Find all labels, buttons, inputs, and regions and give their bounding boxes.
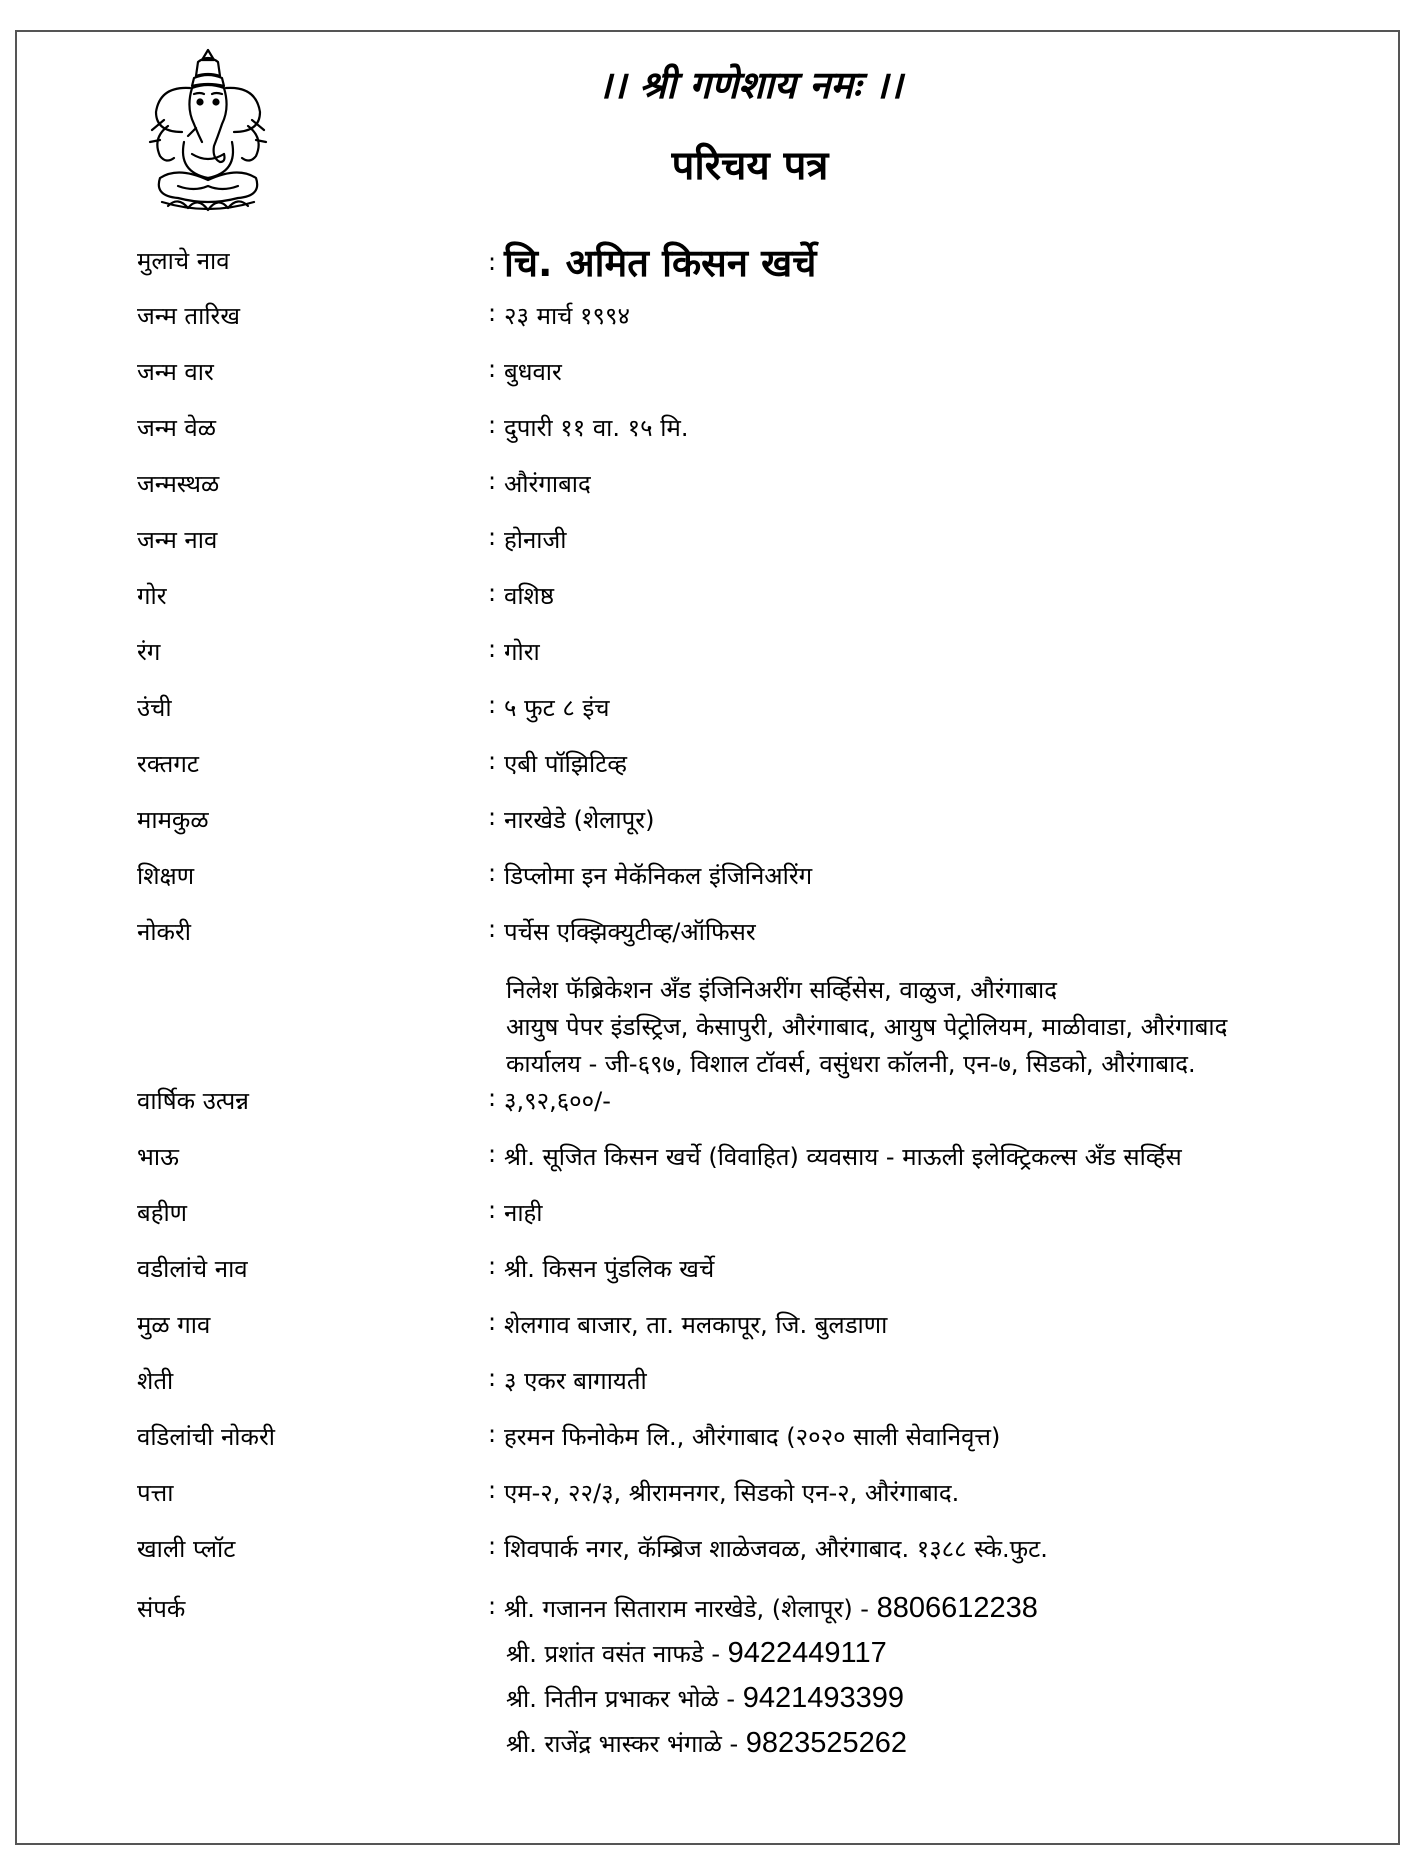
detail-value: श्री. सूजित किसन खर्चे (विवाहित) व्यवसाय - माऊली इलेक्ट्रिकल्स अँड सर्व्हिस — [504, 1143, 1182, 1171]
separator: : — [488, 1532, 497, 1560]
detail-label: जन्मस्थळ — [137, 470, 220, 498]
detail-value: एबी पॉझिटिव्ह — [504, 750, 628, 778]
detail-row — [0, 467, 1418, 507]
detail-value: नाही — [504, 1199, 543, 1227]
contact-name: श्री. नितीन प्रभाकर भोळे - — [506, 1685, 743, 1713]
separator: : — [488, 1476, 497, 1504]
detail-row — [0, 1420, 1418, 1460]
detail-label: रंग — [137, 638, 161, 666]
detail-label: जन्म वार — [137, 358, 214, 386]
detail-row — [0, 1252, 1418, 1292]
detail-row — [0, 747, 1418, 787]
detail-label: नोकरी — [137, 918, 191, 946]
detail-row — [0, 299, 1418, 339]
contact-entry — [506, 1637, 887, 1670]
detail-row — [0, 1308, 1418, 1348]
detail-label: रक्तगट — [137, 750, 199, 778]
separator: : — [488, 523, 497, 551]
separator: : — [488, 859, 497, 887]
detail-row — [0, 635, 1418, 675]
detail-label: जन्म नाव — [137, 526, 218, 554]
detail-label: मामकुळ — [137, 806, 209, 834]
separator: : — [488, 1252, 497, 1280]
separator: : — [488, 691, 497, 719]
detail-label: खाली प्लॉट — [137, 1535, 236, 1563]
detail-value: पर्चेस एक्झिक्युटीव्ह/ऑफिसर — [504, 918, 756, 946]
separator: : — [488, 1592, 497, 1620]
detail-label: वार्षिक उत्पन्न — [137, 1087, 249, 1115]
job-detail-line: आयुष पेपर इंडस्ट्रिज, केसापुरी, औरंगाबाद, आयुष पेट्रोलियम, माळीवाडा, औरंगाबाद — [506, 1013, 1228, 1041]
detail-value: एम-२, २२/३, श्रीरामनगर, सिडको एन-२, औरंगाबाद. — [504, 1479, 960, 1507]
contact-entry — [506, 1682, 904, 1715]
separator: : — [488, 355, 497, 383]
contact-label: संपर्क — [137, 1595, 186, 1623]
detail-label: पत्ता — [137, 1479, 174, 1507]
separator: : — [488, 411, 497, 439]
contact-entry — [504, 1592, 1038, 1625]
detail-label: वडीलांचे नाव — [137, 1255, 248, 1283]
job-detail-line: निलेश फॅब्रिकेशन अँड इंजिनिअरींग सर्व्हिसेस, वाळुज, औरंगाबाद — [506, 976, 1057, 1004]
detail-row — [0, 355, 1418, 395]
separator: : — [488, 635, 497, 663]
detail-row — [0, 1364, 1418, 1404]
detail-label: बहीण — [137, 1199, 188, 1227]
detail-label: शेती — [137, 1367, 174, 1395]
ganesha-icon — [138, 46, 278, 216]
detail-value: श्री. किसन पुंडलिक खर्चे — [504, 1255, 715, 1283]
contact-row — [0, 1592, 1418, 1632]
detail-value: औरंगाबाद — [504, 470, 591, 498]
detail-label: उंची — [137, 694, 172, 722]
detail-value: शिवपार्क नगर, कॅम्ब्रिज शाळेजवळ, औरंगाबाद. १३८८ स्के.फुट. — [504, 1535, 1048, 1563]
detail-value: ३ एकर बागायती — [504, 1367, 647, 1395]
separator: : — [488, 467, 497, 495]
separator: : — [488, 1140, 497, 1168]
detail-label: वडिलांची नोकरी — [137, 1423, 275, 1451]
detail-row — [0, 579, 1418, 619]
detail-label: जन्म वेळ — [137, 414, 217, 442]
detail-value: होनाजी — [504, 526, 567, 554]
separator: : — [488, 1308, 497, 1336]
detail-label: गोर — [137, 582, 167, 610]
detail-value: दुपारी ११ वा. १५ मि. — [504, 414, 689, 442]
separator: : — [488, 747, 497, 775]
detail-label: जन्म तारिख — [137, 302, 240, 330]
detail-value: बुधवार — [504, 358, 562, 386]
detail-row — [0, 803, 1418, 843]
separator: : — [488, 1084, 497, 1112]
contact-phone[interactable]: 8806612238 — [876, 1592, 1038, 1624]
contact-name: श्री. गजानन सिताराम नारखेडे, (शेलापूर) - — [504, 1595, 877, 1623]
detail-value: नारखेडे (शेलापूर) — [504, 806, 655, 834]
separator: : — [488, 579, 497, 607]
detail-value: गोरा — [504, 638, 540, 666]
detail-row — [0, 1532, 1418, 1572]
detail-label: मुळ गाव — [137, 1311, 211, 1339]
detail-row — [0, 915, 1418, 955]
detail-row — [0, 691, 1418, 731]
detail-value: हरमन फिनोकेम लि., औरंगाबाद (२०२० साली सेवानिवृत्त) — [504, 1423, 1001, 1451]
detail-value: ३,९२,६००/- — [504, 1087, 611, 1115]
detail-row — [0, 1084, 1418, 1124]
detail-row — [0, 1196, 1418, 1236]
separator: : — [488, 248, 497, 276]
contact-entry — [506, 1727, 907, 1760]
detail-value: वशिष्ठ — [504, 582, 555, 610]
separator: : — [488, 1420, 497, 1448]
detail-label: भाऊ — [137, 1143, 179, 1171]
contact-phone[interactable]: 9421493399 — [742, 1682, 905, 1714]
separator: : — [488, 1364, 497, 1392]
separator: : — [488, 1196, 497, 1224]
separator: : — [488, 803, 497, 831]
contact-phone[interactable]: 9823525262 — [745, 1727, 908, 1759]
detail-row — [0, 241, 1418, 285]
detail-label: शिक्षण — [137, 862, 195, 890]
detail-value: शेलगाव बाजार, ता. मलकापूर, जि. बुलडाणा — [504, 1311, 888, 1339]
separator: : — [488, 299, 497, 327]
contact-phone[interactable]: 9422449117 — [727, 1637, 887, 1669]
contact-name: श्री. राजेंद्र भास्कर भंगाळे - — [506, 1730, 746, 1758]
detail-row — [0, 1140, 1418, 1180]
separator: : — [488, 915, 497, 943]
detail-value: २३ मार्च १९९४ — [504, 302, 630, 330]
job-detail-line: कार्यालय - जी-६९७, विशाल टॉवर्स, वसुंधरा कॉलनी, एन-७, सिडको, औरंगाबाद. — [506, 1050, 1196, 1078]
groom-name: चि. अमित किसन खर्चे — [504, 241, 817, 285]
invocation-heading: ।। श्री गणेशाय नमः ।। — [597, 63, 903, 107]
detail-row — [0, 859, 1418, 899]
detail-value: ५ फुट ८ इंच — [504, 694, 610, 722]
detail-row — [0, 1476, 1418, 1516]
detail-value: डिप्लोमा इन मेकॅनिकल इंजिनिअरिंग — [504, 862, 813, 890]
detail-row — [0, 523, 1418, 563]
contact-name: श्री. प्रशांत वसंत नाफडे - — [506, 1640, 728, 1668]
detail-label: मुलाचे नाव — [137, 247, 230, 275]
document-title: परिचय पत्र — [671, 143, 829, 189]
detail-row — [0, 411, 1418, 451]
